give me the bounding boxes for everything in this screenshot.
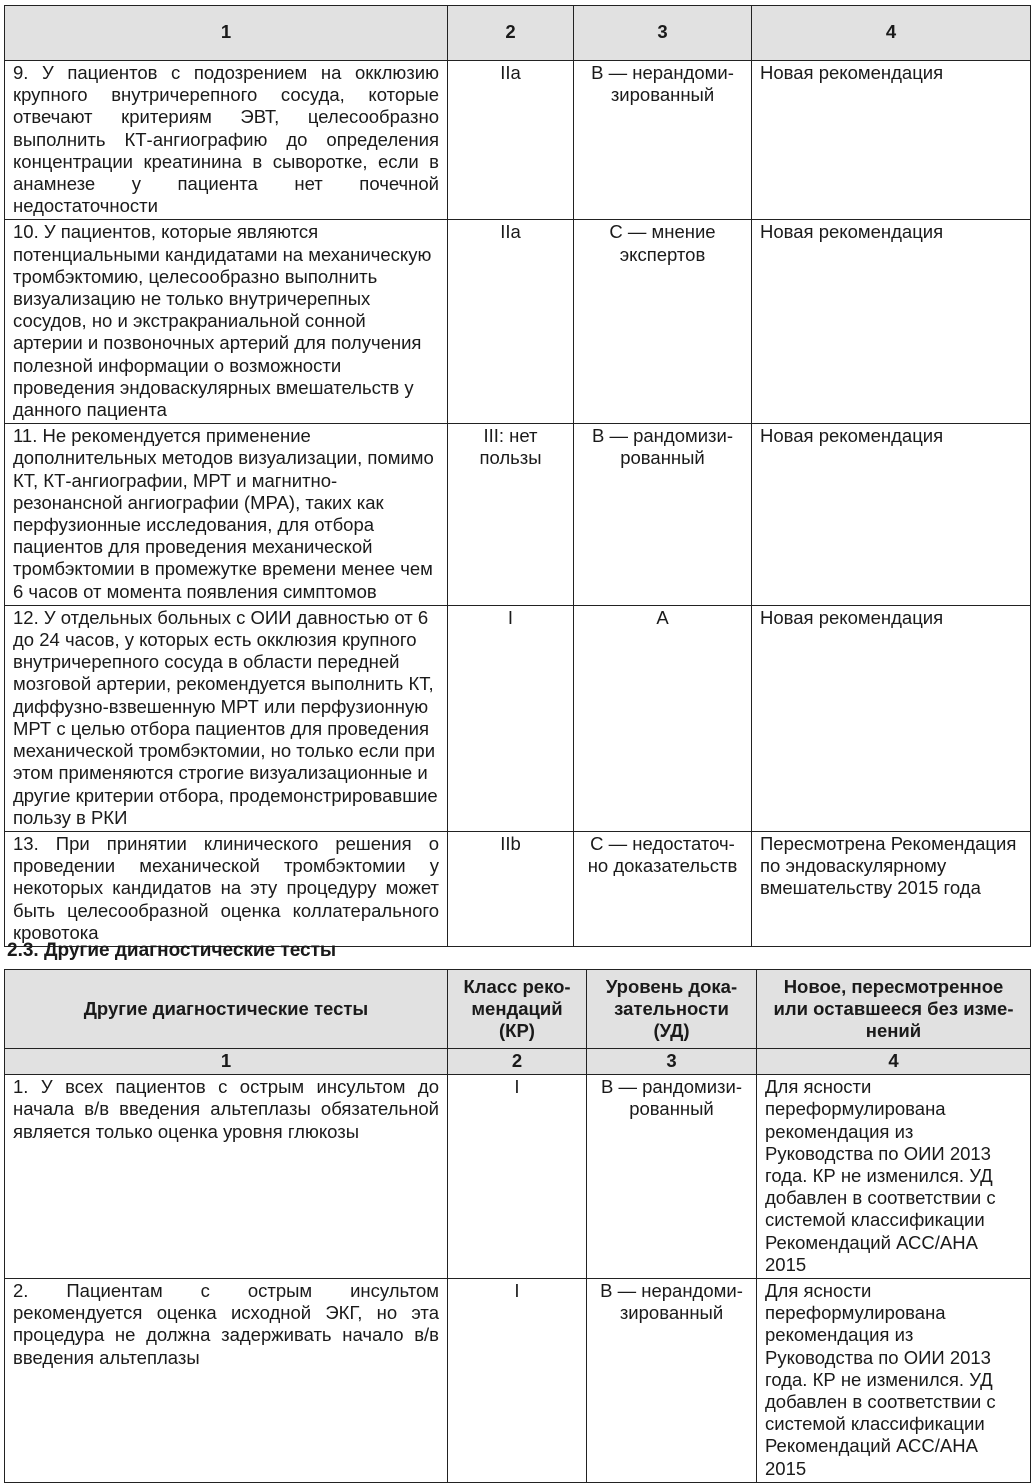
recommendation-text: 10. У пациентов, которые являются потенциальными кандидатами на механическую тромбэктомию, целесообразно выполнить визуализацию не только внутричерепных сосудов, но и экстракраниальной сонной артерии и позвоночных артерий для получения полезной информации о возможности проведения эндоваскулярных вмешательств у данного пациента <box>5 220 448 424</box>
column-header-level: Уровень дока- зательности (УД) <box>587 970 757 1049</box>
recommendation-status: Пересмотрена Рекомендация по эндоваскулярному вмешательству 2015 года <box>752 831 1031 946</box>
table-row <box>5 61 1031 220</box>
section-title: 2.3. Другие диагностические тесты <box>7 940 337 961</box>
column-number-1: 1 <box>5 6 448 61</box>
table-row <box>5 1279 1031 1483</box>
recommendation-class: III: нет пользы <box>448 424 574 606</box>
recommendation-class: IIa <box>448 220 574 424</box>
recommendation-text: 11. Не рекомендуется применение дополнительных методов визуализации, помимо КТ, КТ-ангиографии, МРТ и магнитно-резонансной ангиографии (МРА), таких как перфузионные исследования, для отбора пациентов для проведения механической тромбэктомии в промежутке времени менее чем 6 часов от момента появления симптомов <box>5 424 448 606</box>
column-header-class: Класс реко- мендаций (КР) <box>448 970 587 1049</box>
evidence-level: B — нерандоми- зированный <box>574 61 752 220</box>
recommendations-table-imaging <box>4 5 1031 947</box>
table-row <box>5 1075 1031 1279</box>
recommendation-class: I <box>448 1279 587 1483</box>
evidence-level: B — нерандоми- зированный <box>587 1279 757 1483</box>
column-number-4: 4 <box>752 6 1031 61</box>
column-number-2: 2 <box>448 1049 587 1075</box>
table-row <box>5 220 1031 424</box>
table-number-row <box>5 1049 1031 1075</box>
recommendation-class: IIb <box>448 831 574 946</box>
column-number-4: 4 <box>757 1049 1031 1075</box>
recommendation-status: Новая рекомендация <box>752 605 1031 831</box>
column-number-2: 2 <box>448 6 574 61</box>
table-row <box>5 605 1031 831</box>
recommendation-status: Для ясности переформулирована рекомендация из Руководства по ОИИ 2013 года. КР не изменился. УД добавлен в соответствии с системой классификации Рекомендаций АСС/АНА 2015 <box>757 1279 1031 1483</box>
recommendation-status: Новая рекомендация <box>752 220 1031 424</box>
column-number-1: 1 <box>5 1049 448 1075</box>
recommendations-table-other-tests <box>4 969 1031 1483</box>
table-row <box>5 424 1031 606</box>
evidence-level: B — рандомизи- рованный <box>574 424 752 606</box>
recommendation-status: Для ясности переформулирована рекомендация из Руководства по ОИИ 2013 года. КР не изменился. УД добавлен в соответствии с системой классификации Рекомендаций АСС/АНА 2015 <box>757 1075 1031 1279</box>
recommendation-status: Новая рекомендация <box>752 61 1031 220</box>
evidence-level: B — рандомизи- рованный <box>587 1075 757 1279</box>
evidence-level: С — недостаточ- но доказательств <box>574 831 752 946</box>
recommendation-class: I <box>448 1075 587 1279</box>
recommendation-class: I <box>448 605 574 831</box>
evidence-level: A <box>574 605 752 831</box>
recommendation-status: Новая рекомендация <box>752 424 1031 606</box>
column-number-3: 3 <box>587 1049 757 1075</box>
table-row <box>5 831 1031 946</box>
column-number-3: 3 <box>574 6 752 61</box>
column-header-status: Новое, пересмотренное или оставшееся без изме- нений <box>757 970 1031 1049</box>
table-header-row <box>5 6 1031 61</box>
recommendation-text: 13. При принятии клинического решения о проведении механической тромбэктомии у некоторых кандидатов на эту процедуру может быть целесообразной оценка коллатерального кровотока <box>5 831 448 946</box>
table-header-row <box>5 970 1031 1049</box>
recommendation-text: 1. У всех пациентов с острым инсультом до начала в/в введения альтеплазы обязательной является только оценка уровня глюкозы <box>5 1075 448 1279</box>
evidence-level: С — мнение экспертов <box>574 220 752 424</box>
recommendation-text: 12. У отдельных больных с ОИИ давностью от 6 до 24 часов, у которых есть окклюзия крупного внутричерепного сосуда в области передней мозговой артерии, рекомендуется выполнить КТ, диффузно-взвешенную МРТ или перфузионную МРТ с целью отбора пациентов для проведения механической тромбэктомии, но только если при этом применяются строгие визуализационные и другие критерии отбора, продемонстрировавшие пользу в РКИ <box>5 605 448 831</box>
recommendation-text: 2. Пациентам с острым инсультом рекомендуется оценка исходной ЭКГ, но эта процедура не должна задерживать начало в/в введения альтеплазы <box>5 1279 448 1483</box>
column-header-tests: Другие диагностические тесты <box>5 970 448 1049</box>
recommendation-class: IIa <box>448 61 574 220</box>
recommendation-text: 9. У пациентов с подозрением на окклюзию крупного внутричерепного сосуда, которые отвечают критериям ЭВТ, целесообразно выполнить КТ-ангиографию до определения концентрации креатинина в сыворотке, если в анамнезе у пациента нет почечной недостаточности <box>5 61 448 220</box>
